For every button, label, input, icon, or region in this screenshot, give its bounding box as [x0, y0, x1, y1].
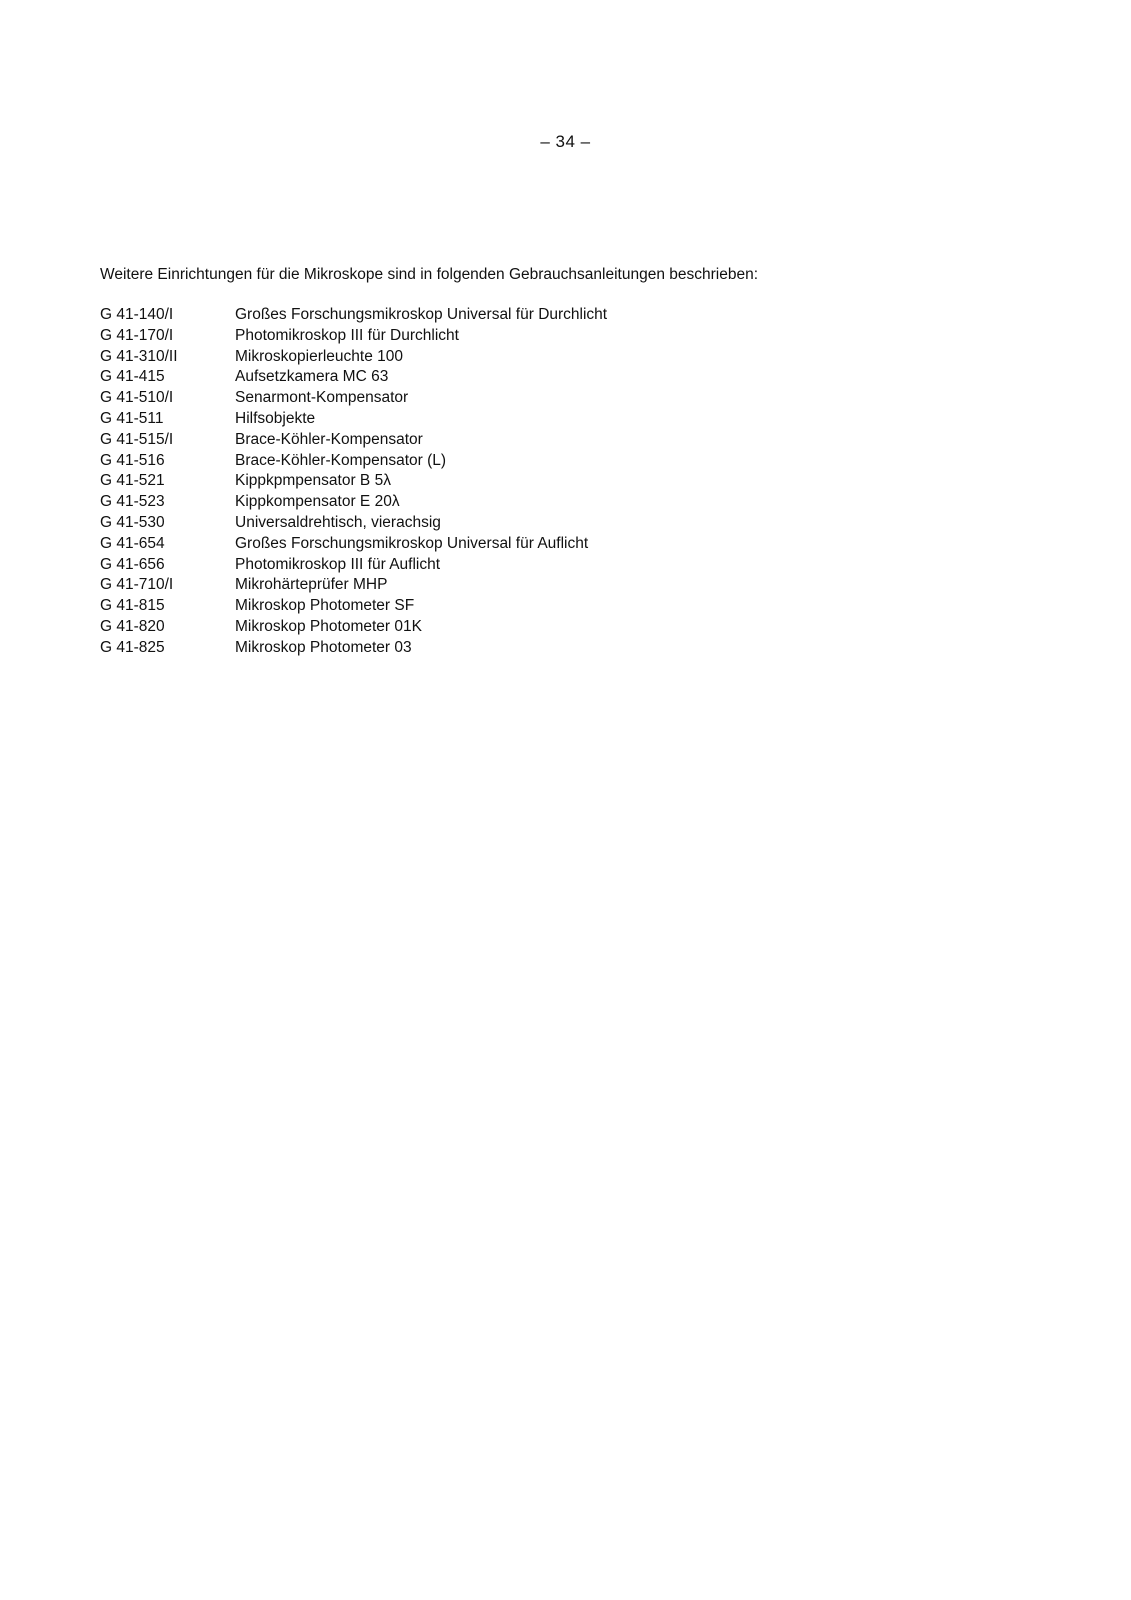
- document-code: G 41-654: [100, 534, 165, 552]
- document-code: G 41-510/I: [100, 389, 174, 407]
- document-title: Aufsetzkamera MC 63: [235, 368, 389, 386]
- document-code: G 41-521: [100, 472, 165, 490]
- document-title: Brace-Köhler-Kompensator (L): [235, 451, 447, 469]
- document-row: [100, 305, 800, 326]
- document-code: G 41-530: [100, 513, 165, 531]
- document-code: G 41-516: [100, 451, 165, 469]
- page-number: – 34 –: [540, 132, 591, 151]
- document-code: G 41-825: [100, 638, 165, 656]
- document-row: [100, 430, 800, 451]
- document-title: Großes Forschungsmikroskop Universal für Durchlicht: [235, 306, 608, 323]
- document-title: Universaldrehtisch, vierachsig: [235, 513, 441, 531]
- document-row: [100, 575, 800, 596]
- document-title: Mikroskop Photometer 03: [235, 638, 412, 656]
- document-title: Kippkpmpensator B 5λ: [235, 472, 391, 490]
- document-title: Großes Forschungsmikroskop Universal für Auflicht: [235, 534, 589, 552]
- document-row: [100, 492, 800, 513]
- document-code: G 41-515/I: [100, 430, 174, 448]
- document-code: G 41-523: [100, 493, 165, 511]
- document-title: Kippkompensator E 20λ: [235, 493, 400, 511]
- document-title: Photomikroskop III für Durchlicht: [235, 326, 459, 344]
- document-code: G 41-310/II: [100, 347, 178, 365]
- document-row: [100, 555, 800, 576]
- document-row: [100, 534, 800, 555]
- document-code: G 41-140/I: [100, 306, 174, 323]
- document-title: Mikrohärteprüfer MHP: [235, 576, 388, 594]
- document-title: Mikroskopierleuchte 100: [235, 347, 404, 365]
- document-row: [100, 513, 800, 534]
- document-code: G 41-710/I: [100, 576, 174, 594]
- document-row: [100, 638, 800, 659]
- document-code: G 41-511: [100, 409, 164, 427]
- document-row: [100, 367, 800, 388]
- document-row: [100, 596, 800, 617]
- document-row: [100, 471, 800, 492]
- document-row: [100, 409, 800, 430]
- document-title: Mikroskop Photometer SF: [235, 597, 415, 615]
- document-code: G 41-415: [100, 368, 165, 386]
- document-title: Senarmont-Kompensator: [235, 389, 409, 407]
- document-code: G 41-656: [100, 555, 165, 573]
- document-row: [100, 617, 800, 638]
- document-code: G 41-815: [100, 597, 165, 615]
- intro-text: Weitere Einrichtungen für die Mikroskope sind in folgenden Gebrauchsanleitungen beschrieben:: [100, 266, 759, 283]
- document-title: Mikroskop Photometer 01K: [235, 617, 422, 635]
- document-title: Photomikroskop III für Auflicht: [235, 555, 441, 573]
- document-row: [100, 388, 800, 409]
- document-title: Hilfsobjekte: [235, 409, 316, 427]
- document-list: [100, 305, 800, 659]
- document-title: Brace-Köhler-Kompensator: [235, 430, 423, 448]
- document-row: [100, 451, 800, 472]
- document-row: [100, 326, 800, 347]
- document-code: G 41-820: [100, 617, 165, 635]
- document-row: [100, 347, 800, 368]
- document-code: G 41-170/I: [100, 326, 174, 344]
